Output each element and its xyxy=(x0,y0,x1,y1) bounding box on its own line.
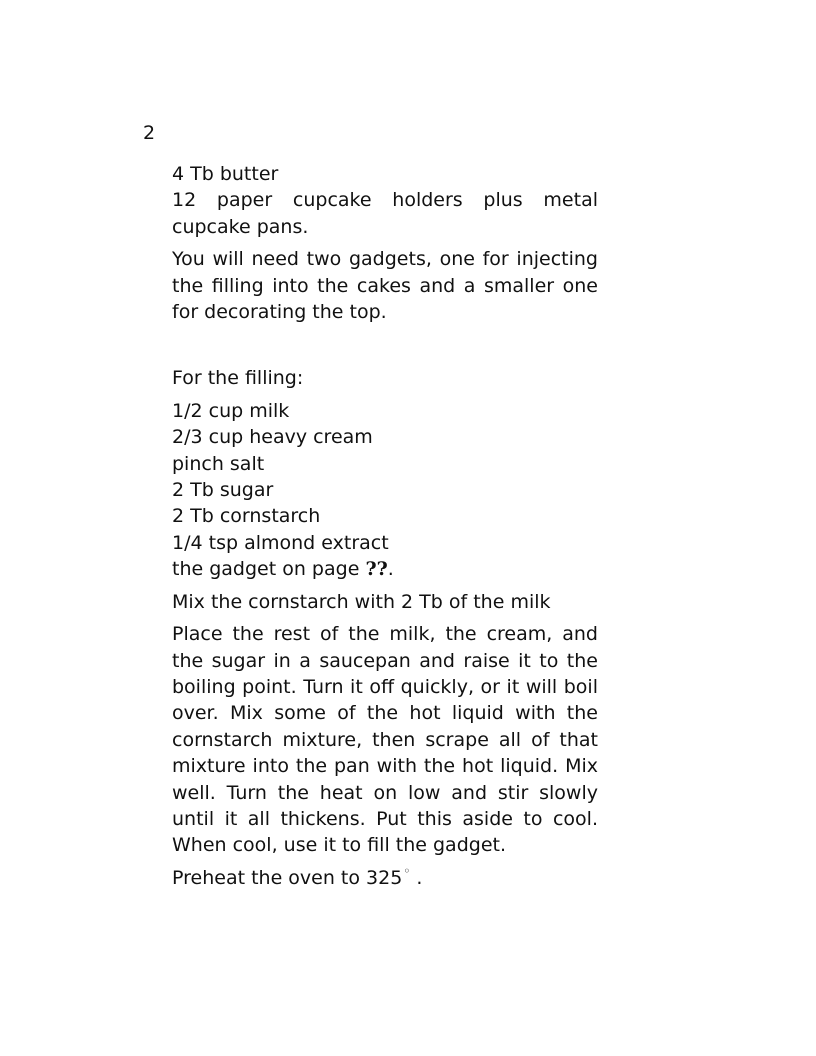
recipe-body xyxy=(172,161,598,899)
list-item: 2/3 cup heavy cream xyxy=(172,426,373,449)
mix-cornstarch-step: Mix the cornstarch with 2 Tb of the milk xyxy=(172,590,551,613)
ingredient-cupcake-holders: 12 paper cupcake holders plus metal cupcake pans. xyxy=(172,189,598,238)
list-item: 1/2 cup milk xyxy=(172,399,290,422)
preheat-step xyxy=(172,865,598,893)
boil-paragraph: Place the rest of the milk, the cream, and the sugar in a saucepan and raise it to the boiling point. Turn it off quickly, or it will boil over. Mix some of the hot liquid with the cornstarch mixture, then scrape all of that mixture into the pan with the hot liquid. Mix well. Turn the heat on low and stir slowly until it all thickens. Put this aside to cool. When cool, use it to fill the gadget. xyxy=(172,623,598,857)
degree-symbol: ◦ xyxy=(403,863,411,878)
list-item: 2 Tb sugar xyxy=(172,479,274,502)
preheat-text: Preheat the oven to 325 xyxy=(172,866,403,889)
list-item: pinch salt xyxy=(172,452,265,475)
gadget-ref-period: . xyxy=(387,558,394,581)
list-item: 1/4 tsp almond extract xyxy=(172,531,389,554)
gadget-ref-text: the gadget on page xyxy=(172,558,366,581)
filling-heading: For the filling: xyxy=(172,367,304,390)
page-number: 2 xyxy=(143,122,156,144)
filling-ingredient-list xyxy=(172,398,598,583)
unresolved-page-ref: ?? xyxy=(365,558,388,581)
preheat-period: . xyxy=(410,866,423,889)
list-item: 2 Tb cornstarch xyxy=(172,505,321,528)
ingredient-butter: 4 Tb butter xyxy=(172,163,279,185)
gadget-reference xyxy=(172,556,598,582)
gadgets-paragraph: You will need two gadgets, one for injecting the filling into the cakes and a smaller one for decorating the top. xyxy=(172,248,598,324)
